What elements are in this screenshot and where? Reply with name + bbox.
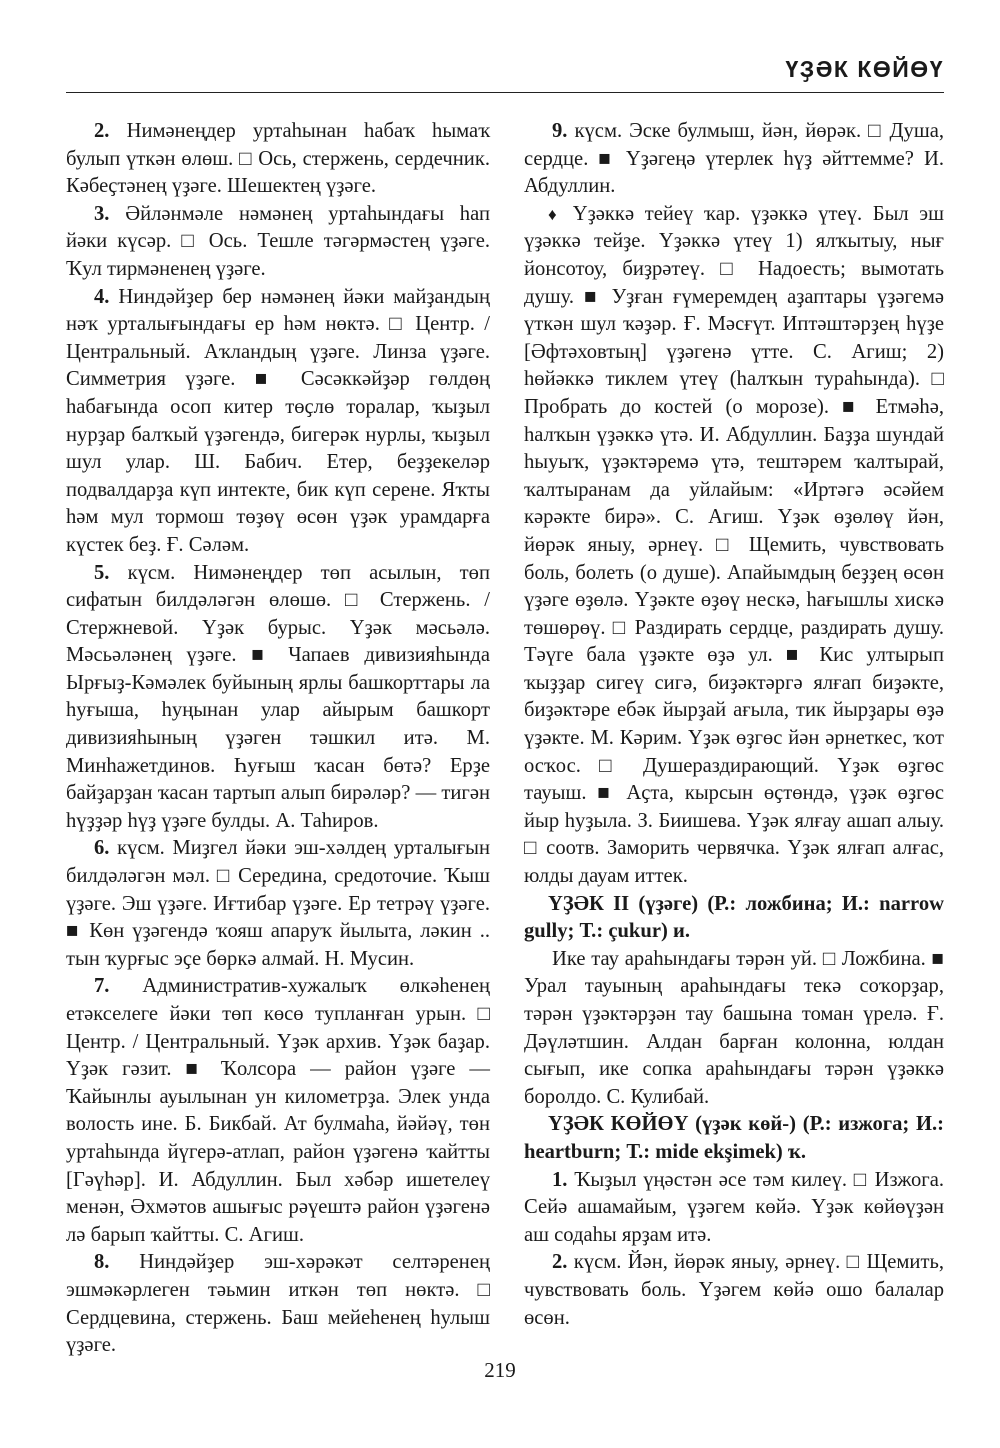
headword-text: ҮҘӘК II (үҙәге) (Р.: ложбина; И.: narrow gully; Т.: çukur) и. (524, 892, 944, 943)
sense-entry (66, 118, 490, 201)
sense-number: 5. (94, 561, 110, 584)
sense-text: Әйләнмәле нәмәнең уртаһындағы һап йәки күсәр. □ Ось. Тешле тәгәрмәстең үҙәге. Ҡул тирмәненең үҙәге. (66, 202, 490, 280)
headword-entry (524, 891, 944, 946)
sense-text: Ике тау араһындағы тәрән уй. □ Ложбина. ■ Урал тауының араһындағы текә соҡорҙар, тәрән үҙәктәрҙән тау башына томан үрелә. Ғ. Дәүләтшин. Алдан барған колонна, юлдан сығып, ике сопка араһындағы тәрән үҙәккә боролдо. С. Кулибай. (524, 947, 944, 1108)
sense-number: 4. (94, 285, 110, 308)
sense-number: 1. (552, 1168, 568, 1191)
sense-text: Ниндәйҙер бер нәмәнең йәки майҙандың нәҡ урталығындағы ер һәм нөктә. □ Центр. / Центральный. Аҡландың үҙәге. Линза үҙәге. Симметрия үҙәге. ■ Сәсәккәйҙәр гөлдөң һабағында осоп китер төҫлө торалар, ҡыҙыл нурҙар балҡый үҙәгендә, бигерәк нурлы, ҡыҙыл шул улар. Ш. Бабич. Етер, беҙҙекеләр подвалдарҙа күп интекте, бик күп серене. Яҡты һәм мул тормош төҙөү өсөн үҙәк урамдарға күстек беҙ. Ғ. Сәләм. (66, 285, 490, 556)
sense-entry (66, 973, 490, 1249)
sense-entry (524, 1167, 944, 1250)
sense-text: күсм. Миҙгел йәки эш-хәлдең урталығын билдәләгән мәл. □ Середина, средоточие. Ҡыш үҙәге. Эш үҙәге. Иғтибар үҙәге. Ер тетрәү үҙәге. ■ Көн үҙәгендә ҡояш апаруҡ йылыта, ләкин .. тын ҡурғыс эҫе бөркә алмай. Н. Мусин. (66, 837, 491, 970)
sense-number: 7. (94, 975, 110, 998)
page-number: 219 (484, 1358, 516, 1382)
right-column (524, 118, 944, 1332)
sense-entry (524, 118, 944, 201)
sense-text: күсм. Нимәнеңдер төп асылын, төп сифатын билдәләгән өлөшө. □ Стержень. / Стержневой. Үҙәк бурыс. Үҙәк мәсьәлә. Мәсьәләнең үҙәге. ■ Чапаев дивизияһында Ырғыҙ-Кәмәлек буйының ярлы башкорттары ла һуғыша, һуңынан улар айырым башкорт дивизияһының үҙәген тәшкил итә. М. Минһажетдинов. Һуғыш ҡасан бөтә? Ерҙе байҙарҙан ҡасан тартып алып бирәләр? — тигән һүҙҙәр һүҙ үҙәге булды. А. Таһиров. (66, 561, 490, 832)
sense-entry (66, 284, 490, 560)
sense-text: күсм. Эске булмыш, йән, йөрәк. □ Душа, сердце. ■ Үҙәгеңә үтерлек һүҙ әйттемме? И. Абдуллин. (524, 120, 944, 198)
headword-text: ҮҘӘК КӨЙӨҮ (үҙәк көй-) (Р.: изжога; И.: heartburn; Т.: mide ekşimek) ҡ. (524, 1113, 944, 1163)
headword-entry (524, 1111, 944, 1166)
sense-text: Нимәнеңдер уртаһынан һабаҡ һымаҡ булып үткән өлөш. □ Ось, стержень, сердечник. Кәбеҫтәнең үҙәге. Шешектең үҙәге. (66, 120, 491, 198)
diamond-icon: ♦ (548, 204, 563, 224)
header-title: ҮҘӘК КӨЙӨҮ (785, 56, 944, 82)
sense-entry (66, 835, 490, 973)
sense-entry (66, 201, 490, 284)
idiom-entry (524, 201, 944, 891)
sense-number: 3. (94, 202, 110, 225)
sense-number: 9. (552, 120, 568, 142)
sense-number: 2. (552, 1251, 568, 1274)
sense-entry (66, 560, 490, 836)
sense-entry (524, 946, 944, 1112)
sense-number: 8. (94, 1251, 110, 1274)
sense-entry (66, 1249, 490, 1359)
sense-number: 6. (94, 837, 110, 860)
sense-number: 2. (94, 120, 110, 142)
sense-text: күсм. Йән, йөрәк яныу, әрнеү. □ Щемить, чувствовать боль. Үҙәгем көйә ошо балалар өсөн. (524, 1251, 944, 1329)
sense-text: Ниндәйҙер эш-хәрәкәт селтәренең эшмәкәрлеген тәьмин иткән төп нөктә. □ Сердцевина, стержень. Баш мейеһенең һулыш үҙәге. (66, 1251, 490, 1357)
running-header (66, 50, 944, 93)
sense-text: Административ-хужалыҡ өлкәһенең етәкселеге йәки төп көсө тупланған урын. □ Центр. / Центральный. Үҙәк архив. Үҙәк баҙар. Үҙәк гәзит. ■ Ҡолсора — район үҙәге — Ҡайынлы ауылынан ун километрҙа. Элек унда волость ине. Б. Бикбай. Ат булмаһа, йәйәү, төн уртаһында йүгерә-атлап, район үҙәгенә ҡайтты [Гәүһәр]. И. Абдуллин. Был хәбәр ишетелеү менән, Әхмәтов ашығыс рәүештә район үҙәгенә лә барып ҡайтты. С. Агиш. (66, 975, 490, 1246)
idiom-text: Үҙәккә тейеү ҡар. үҙәккә үтеү. Был эш үҙәккә тейҙе. Үҙәккә үтеү 1) ялҡытыу, нығ йонсотоу, биҙрәтеү. □ Надоесть; вымотать душу. ■ Уҙған ғүмеремдең аҙаптары үҙәгемә үткән шул ҡәҙәр. Ғ. Мәсғүт. Иптәштәрҙең һүҙе [Әфтәховтың] үҙәгенә үтте. С. Агиш; 2) һөйәккә тиклем үтеү (һалҡын тураһында). □ Пробрать до костей (о морозе). ■ Етмәһә, һалҡын үҙәккә үтә. И. Абдуллин. Баҙҙа шундай һыуыҡ, үҙәктәремә үтә, тештәрем ҡалтырай, ҡалтыранам да уйлайым: «Иртәгә әсәйем кәрәкте бирә». С. Агиш. Үҙәк өҙөлөү йән, йөрәк яныу, әрнеү. □ Щемить, чувствовать боль, болеть (о душе). Апайымдың беҙҙең өсөн үҙәге өҙөлә. Үҙәкте өҙөү нескә, һағышлы хискә төшөрөү. □ Раздирать сердце, раздирать душу. Тәүге бала үҙәкте өҙә ул. ■ Кис ултырып ҡыҙҙар сигеү сигә, биҙәктәргә ялғап биҙәкте, биҙәктәре ебәк йырҙай ағыла, тик йырҙары өҙә үҙәкте. М. Кәрим. Үҙәк өҙгөс йән әрнеткес, ҡот осҡос. □ Душераздирающий. Үҙәк өҙгөс тауыш. ■ Аҫта, кырсын өҫтөндә, үҙәк өҙгөс йыр һуҙыла. З. Биишева. Үҙәк ялғау ашап алыу. □ соотв. Заморить червячка. Үҙәк ялғап алғас, юлды дауам иттек. (524, 202, 945, 888)
sense-text: Ҡыҙыл үңәстән әсе тәм килеү. □ Изжога. Сейә ашамайым, үҙәгем көйә. Үҙәк көйөүҙән аш содаһы ярҙам итә. (524, 1168, 944, 1246)
left-column (66, 118, 490, 1360)
sense-entry (524, 1249, 944, 1332)
